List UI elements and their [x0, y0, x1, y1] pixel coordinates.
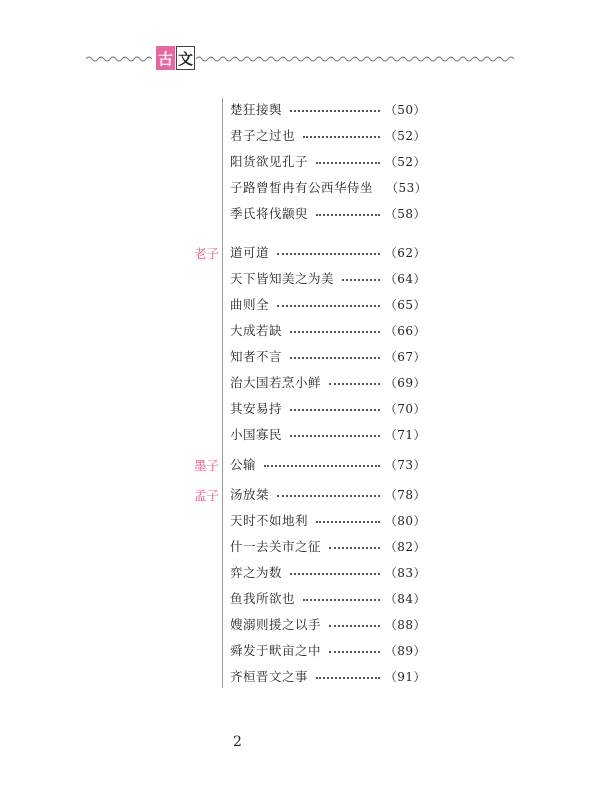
toc-entry-title: 天下皆知美之为美 [230, 271, 335, 286]
toc-entry-page: （73） [384, 457, 426, 472]
toc-entry-title: 公输 [230, 457, 257, 472]
toc-entry[interactable] [230, 563, 426, 581]
toc-entry[interactable] [230, 667, 426, 685]
toc-entry-title: 鱼我所欲也 [230, 591, 296, 606]
toc-entry[interactable] [230, 425, 426, 443]
toc-entry-page: （89） [384, 643, 426, 658]
toc-entry-title: 天时不如地利 [230, 513, 309, 528]
toc-entry-title: 道可道 [230, 245, 270, 260]
toc-entry-page: （64） [384, 271, 426, 286]
dot-leader [290, 356, 380, 359]
toc-entry[interactable] [230, 373, 426, 391]
toc-vertical-rule [222, 98, 223, 688]
toc-entry-title: 曲则全 [230, 297, 270, 312]
toc-entry-page: （84） [384, 591, 426, 606]
toc-entry-title: 楚狂接舆 [230, 102, 283, 117]
toc-entry-title: 知者不言 [230, 349, 283, 364]
toc-entry-page: （80） [384, 513, 426, 528]
toc-entry-page: （70） [384, 401, 426, 416]
toc-entry[interactable] [230, 126, 426, 144]
toc-entry-title: 舜发于畎亩之中 [230, 643, 322, 658]
toc-entry-page: （65） [384, 297, 426, 312]
toc-entry[interactable] [230, 243, 426, 261]
dot-leader [329, 382, 380, 385]
decorative-wave-left [86, 54, 154, 64]
dot-leader [316, 676, 380, 679]
badge-gu: 古 [156, 46, 175, 70]
dot-leader [316, 213, 380, 216]
toc-entry[interactable] [230, 100, 426, 118]
dot-leader [303, 598, 380, 601]
dot-leader [303, 135, 380, 138]
toc-entry-page: （67） [384, 349, 426, 364]
toc-entry[interactable] [230, 152, 426, 170]
toc-entry-title: 君子之过也 [230, 128, 296, 143]
dot-leader [290, 408, 380, 411]
dot-leader [329, 624, 380, 627]
toc-entry-page: （83） [384, 565, 426, 580]
dot-leader [329, 650, 380, 653]
section-label: 老子 [194, 246, 220, 261]
dot-leader [277, 252, 380, 255]
toc-entry-title: 治大国若烹小鲜 [230, 375, 322, 390]
toc-entry[interactable] [230, 347, 426, 365]
toc-entry[interactable] [230, 295, 426, 313]
toc-entry[interactable] [230, 615, 426, 633]
toc-entry[interactable] [230, 589, 426, 607]
toc-entry-title: 弈之为数 [230, 565, 283, 580]
toc-entry-page: （88） [384, 617, 426, 632]
toc-entry-page: （91） [384, 669, 426, 684]
toc-entry-page: （69） [384, 375, 426, 390]
toc-entry-title: 齐桓晋文之事 [230, 669, 309, 684]
toc-entry[interactable] [230, 269, 426, 287]
toc-entry-page: （82） [384, 539, 426, 554]
toc-entry-page: （53） [386, 180, 428, 195]
toc-entry[interactable] [230, 537, 426, 555]
toc-entry-title: 子路曾皙冉有公西华侍坐 [230, 180, 374, 195]
dot-leader [329, 546, 380, 549]
running-header [86, 46, 516, 72]
toc-entry-page: （58） [384, 206, 426, 221]
section-label: 墨子 [194, 458, 220, 473]
toc-entry[interactable] [230, 178, 426, 196]
decorative-wave-right [196, 54, 516, 64]
toc-entry-page: （71） [384, 427, 426, 442]
section-label: 孟子 [194, 488, 220, 503]
dot-leader [277, 304, 380, 307]
toc-entry-title: 季氏将伐颛臾 [230, 206, 309, 221]
toc-entry[interactable] [230, 399, 426, 417]
toc-entry-title: 大成若缺 [230, 323, 283, 338]
toc-entry-page: （78） [384, 487, 426, 502]
toc-entry-page: （52） [384, 154, 426, 169]
dot-leader [290, 572, 380, 575]
toc-entry-title: 小国寡民 [230, 427, 283, 442]
dot-leader [290, 109, 380, 112]
toc-entry-title: 什一去关市之征 [230, 539, 322, 554]
dot-leader [290, 434, 380, 437]
toc-entry-title: 嫂溺则援之以手 [230, 617, 322, 632]
dot-leader [342, 278, 380, 281]
toc-entry[interactable] [230, 511, 426, 529]
dot-leader [264, 464, 380, 467]
toc-entry[interactable] [230, 641, 426, 659]
toc-entry[interactable] [230, 485, 426, 503]
toc-entry-page: （62） [384, 245, 426, 260]
badge-wen: 文 [176, 46, 195, 70]
dot-leader [316, 161, 380, 164]
dot-leader [290, 330, 380, 333]
dot-leader [277, 494, 380, 497]
dot-leader [316, 520, 380, 523]
toc-entry[interactable] [230, 455, 426, 473]
toc-entry-page: （66） [384, 323, 426, 338]
toc-entry-page: （50） [384, 102, 426, 117]
toc-entry[interactable] [230, 321, 426, 339]
toc-entry-page: （52） [384, 128, 426, 143]
toc-entry-title: 汤放桀 [230, 487, 270, 502]
toc-entry-title: 阳货欲见孔子 [230, 154, 309, 169]
toc-entry-title: 其安易持 [230, 401, 283, 416]
toc-entry[interactable] [230, 204, 426, 222]
page-number: 2 [233, 734, 242, 750]
